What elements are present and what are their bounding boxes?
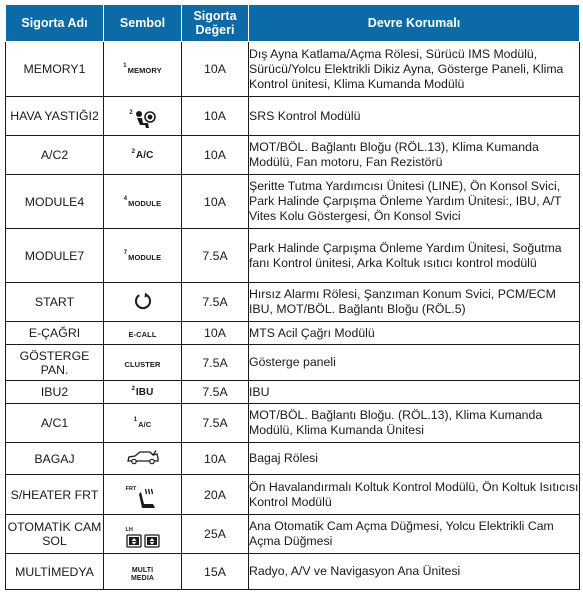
fuse-rating: 7.5A bbox=[182, 381, 249, 404]
table-row bbox=[6, 404, 580, 443]
fuse-symbol bbox=[104, 283, 182, 322]
fuse-rating: 10A bbox=[182, 97, 249, 136]
fuse-symbol bbox=[104, 381, 182, 404]
fuse-name: BAGAJ bbox=[6, 443, 104, 475]
table-row bbox=[6, 345, 580, 381]
fuse-rating: 7.5A bbox=[182, 345, 249, 381]
fuse-rating: 15A bbox=[182, 554, 249, 590]
fuse-symbol bbox=[104, 175, 182, 229]
fuse-circuit: MOT/BÖL. Bağlantı Bloğu. (RÖL.13), Klima Kumanda Modülü, Klima Kumanda Ünitesi bbox=[249, 404, 580, 443]
symbol-text: MODULE bbox=[128, 198, 162, 208]
fuse-name: MEMORY1 bbox=[6, 42, 104, 97]
table-row bbox=[6, 175, 580, 229]
fuse-name: GÖSTERGE PAN. bbox=[6, 345, 104, 381]
fuse-rating: 10A bbox=[182, 443, 249, 475]
fuse-name: MODULE7 bbox=[6, 229, 104, 283]
header-rating-line2: Değeri bbox=[195, 23, 235, 37]
fuse-symbol bbox=[104, 443, 182, 475]
fuse-circuit: Radyo, A/V ve Navigasyon Ana Ünitesi bbox=[249, 554, 580, 590]
fuse-name: MULTİMEDYA bbox=[6, 554, 104, 590]
table-row bbox=[6, 229, 580, 283]
table-row bbox=[6, 515, 580, 554]
table-row bbox=[6, 97, 580, 136]
fuse-rating: 10A bbox=[182, 136, 249, 175]
table-header-row bbox=[6, 5, 580, 42]
table-row bbox=[6, 554, 580, 590]
fuse-name: MODULE4 bbox=[6, 175, 104, 229]
symbol-number: 4 bbox=[123, 195, 128, 202]
symbol-number: 7 bbox=[123, 249, 128, 256]
fuse-circuit: Gösterge paneli bbox=[249, 345, 580, 381]
fuse-circuit: Dış Ayna Katlama/Açma Rölesi, Sürücü IMS Modülü, Sürücü/Yolcu Elektrikli Dikiz Ayna, Gösterge Paneli, Klima Kontrol ünitesi, Klima Kumanda Modülü bbox=[249, 42, 580, 97]
fuse-symbol bbox=[104, 345, 182, 381]
fuse-symbol bbox=[104, 404, 182, 443]
fuse-rating: 7.5A bbox=[182, 229, 249, 283]
fuse-symbol bbox=[104, 515, 182, 554]
fuse-circuit: Ana Otomatik Cam Açma Düğmesi, Yolcu Elektrikli Cam Açma Düğmesi bbox=[249, 515, 580, 554]
power-window-icon bbox=[126, 534, 160, 548]
fuse-circuit: MOT/BÖL. Bağlantı Bloğu (RÖL.13), Klima Kumanda Modülü, Fan motoru, Fan Rezistörü bbox=[249, 136, 580, 175]
fuse-symbol bbox=[104, 136, 182, 175]
symbol-text: E-CALL bbox=[128, 330, 157, 339]
fuse-symbol bbox=[104, 554, 182, 590]
symbol-text: IBU bbox=[135, 387, 154, 398]
header-symbol: Sembol bbox=[104, 5, 182, 42]
fuse-name: A/C1 bbox=[6, 404, 104, 443]
fuse-circuit: Ön Havalandırmalı Koltuk Kontrol Modülü, Ön Koltuk Isıtıcısı Kontrol Modülü bbox=[249, 475, 580, 515]
fuse-name: A/C2 bbox=[6, 136, 104, 175]
fuse-circuit: MTS Acil Çağrı Modülü bbox=[249, 322, 580, 345]
symbol-number: 1 bbox=[133, 417, 138, 423]
symbol-number: 2 bbox=[131, 386, 135, 392]
fuse-circuit: IBU bbox=[249, 381, 580, 404]
airbag-icon bbox=[134, 110, 156, 130]
table-row bbox=[6, 443, 580, 475]
fuse-name: E-ÇAĞRI bbox=[6, 322, 104, 345]
fuse-table bbox=[5, 4, 580, 590]
table-row bbox=[6, 381, 580, 404]
seat-heater-icon bbox=[137, 486, 159, 510]
symbol-text-line1: MULTI bbox=[131, 566, 154, 574]
fuse-circuit: Park Halinde Çarpışma Önleme Yardım Ünitesi, Soğutma fanı Kontrol ünitesi, Arka Koltuk ısıtıcı kontrol modülü bbox=[249, 229, 580, 283]
fuse-rating: 10A bbox=[182, 322, 249, 345]
fuse-rating: 10A bbox=[182, 42, 249, 97]
symbol-label: FRT bbox=[125, 486, 137, 492]
table-row bbox=[6, 42, 580, 97]
fuse-rating: 10A bbox=[182, 175, 249, 229]
symbol-text: A/C bbox=[135, 150, 154, 161]
fuse-rating: 25A bbox=[182, 515, 249, 554]
symbol-text: A/C bbox=[138, 420, 152, 429]
symbol-number: 2 bbox=[129, 109, 133, 116]
table-row bbox=[6, 322, 580, 345]
symbol-text-line2: MEDIA bbox=[130, 574, 155, 582]
start-icon bbox=[133, 291, 153, 311]
fuse-symbol bbox=[104, 475, 182, 515]
table-row bbox=[6, 475, 580, 515]
symbol-number: 1 bbox=[123, 63, 127, 69]
fuse-rating: 7.5A bbox=[182, 283, 249, 322]
symbol-text: CLUSTER bbox=[124, 359, 161, 369]
fuse-symbol bbox=[104, 42, 182, 97]
fuse-name: IBU2 bbox=[6, 381, 104, 404]
fuse-circuit: SRS Kontrol Modülü bbox=[249, 97, 580, 136]
header-circuit: Devre Korumalı bbox=[249, 5, 580, 42]
fuse-name: HAVA YASTIĞI2 bbox=[6, 97, 104, 136]
table-row bbox=[6, 283, 580, 322]
fuse-circuit: Şeritte Tutma Yardımcısı Ünitesi (LINE), Ön Konsol Svici, Park Halinde Çarpışma Önleme Yardım Ünitesi:, IBU, A/T Vites Kolu Göstergesi, Ön Konsol Svici bbox=[249, 175, 580, 229]
symbol-label: LH bbox=[125, 527, 133, 533]
symbol-text: MODULE bbox=[128, 252, 162, 262]
symbol-text: MEMORY bbox=[127, 66, 162, 75]
header-rating-line1: Sigorta bbox=[193, 9, 237, 23]
fuse-name: S/HEATER FRT bbox=[6, 475, 104, 515]
trunk-icon bbox=[126, 449, 160, 465]
header-fuse-name: Sigorta Adı bbox=[6, 5, 104, 42]
table-row bbox=[6, 136, 580, 175]
fuse-name: START bbox=[6, 283, 104, 322]
fuse-symbol bbox=[104, 229, 182, 283]
fuse-circuit: Bagaj Rölesi bbox=[249, 443, 580, 475]
fuse-rating: 7.5A bbox=[182, 404, 249, 443]
fuse-symbol bbox=[104, 97, 182, 136]
fuse-symbol bbox=[104, 322, 182, 345]
fuse-rating: 20A bbox=[182, 475, 249, 515]
header-rating bbox=[182, 5, 249, 42]
fuse-circuit: Hırsız Alarmı Rölesi, Şanzıman Konum Svici, PCM/ECM IBU, MOT/BÖL. Bağlantı Bloğu (RÖL.5) bbox=[249, 283, 580, 322]
fuse-name: OTOMATİK CAM SOL bbox=[6, 515, 104, 554]
symbol-number: 2 bbox=[131, 149, 135, 155]
